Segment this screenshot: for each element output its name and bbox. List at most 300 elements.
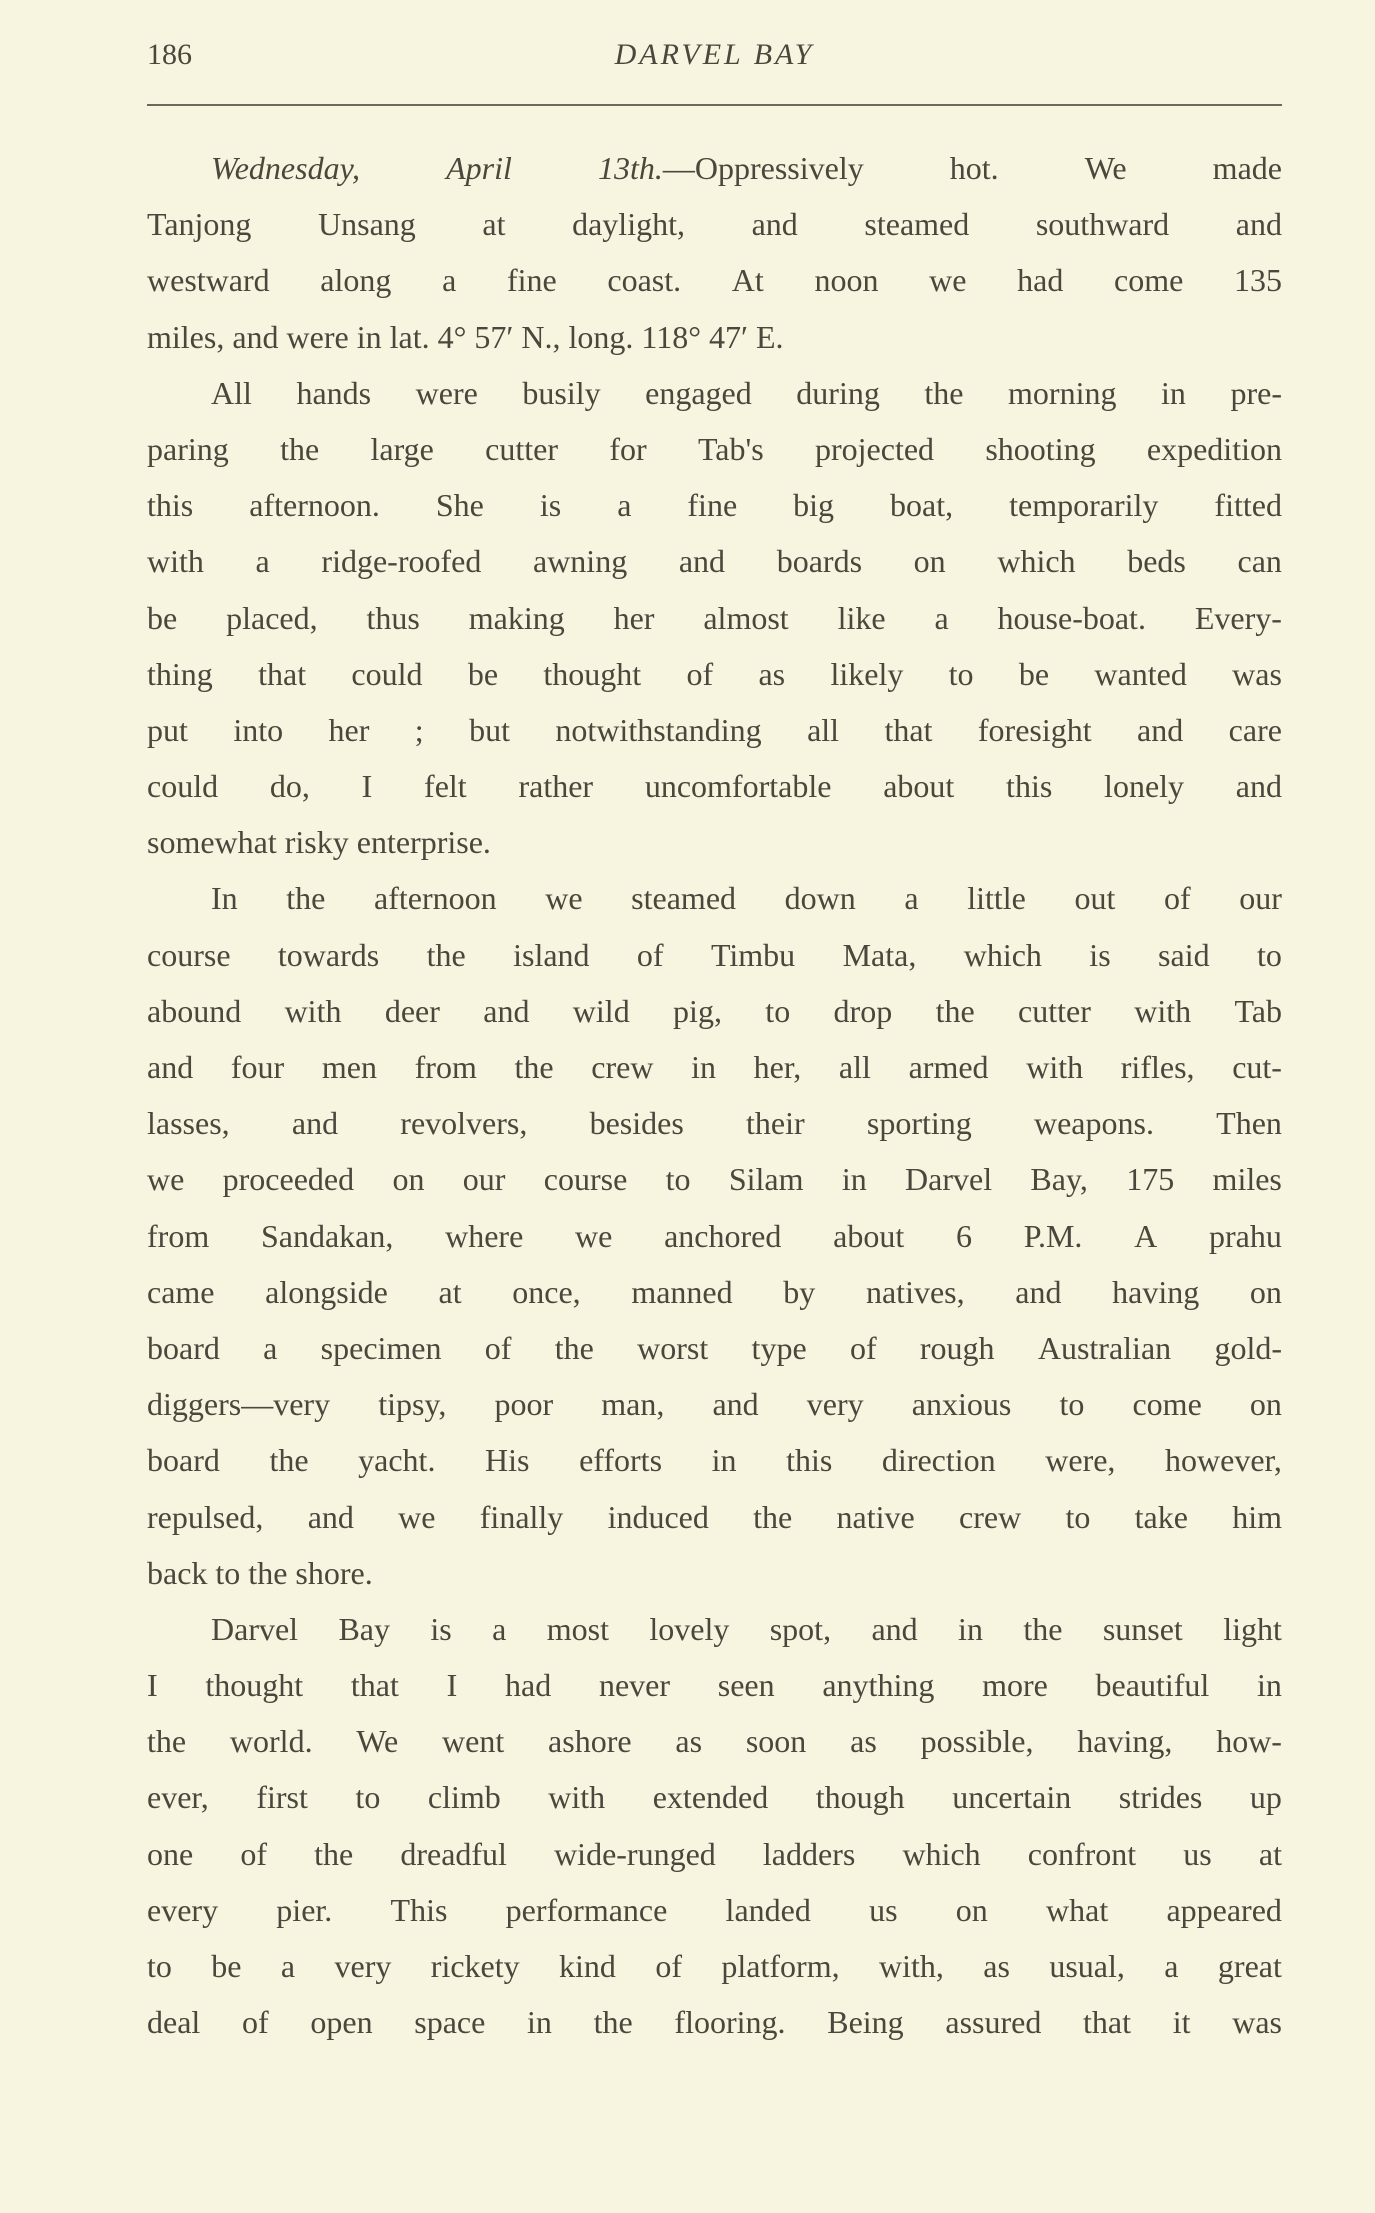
word: come (1132, 1386, 1202, 1423)
word: worst (637, 1329, 709, 1366)
word: cutter (485, 430, 558, 467)
word: and (483, 992, 530, 1029)
word: board (147, 1329, 220, 1366)
word: in (691, 1049, 716, 1085)
word: world. (229, 1723, 313, 1760)
word: southward (1035, 206, 1170, 243)
text-line (147, 146, 1282, 202)
word: P.M. (1023, 1217, 1083, 1254)
word: usual, (1049, 1948, 1125, 1984)
word: drop (833, 992, 893, 1029)
word: 13th.—Oppressively (597, 150, 864, 186)
word: this (147, 487, 194, 524)
word: put (147, 711, 188, 748)
word: for (609, 430, 647, 467)
word: to (765, 992, 791, 1029)
text-line (147, 2000, 1282, 2056)
word: performance (505, 1891, 668, 1928)
word: soon (745, 1723, 807, 1760)
word: and (1235, 206, 1282, 243)
word: can (1237, 543, 1282, 580)
word: though (815, 1779, 905, 1816)
word: Darvel (905, 1161, 993, 1198)
word: great (1217, 1948, 1282, 1984)
word: of (636, 936, 664, 973)
word: At (731, 262, 764, 299)
word: rickety (430, 1948, 520, 1984)
word: care (1228, 711, 1282, 748)
text-line (147, 596, 1282, 652)
word: morning (1008, 374, 1117, 411)
word: of (686, 655, 714, 692)
word: never (598, 1667, 671, 1704)
word: the (426, 936, 466, 973)
page-body (147, 146, 1282, 2056)
text-line (147, 371, 1282, 427)
word: Timbu (710, 936, 796, 973)
word: of (655, 1948, 682, 1984)
word: climb (427, 1779, 501, 1816)
word: a (280, 1948, 296, 1984)
word: and (871, 1610, 918, 1647)
word: afternoon. (249, 487, 380, 524)
text-line (147, 1888, 1282, 1944)
word: at (482, 206, 506, 243)
word: spot, (769, 1610, 832, 1647)
word: of (849, 1329, 877, 1366)
word: Tab's (697, 430, 764, 467)
word: do, (269, 768, 310, 805)
word: at (1258, 1835, 1282, 1872)
word: ridge-roofed (321, 543, 482, 580)
word: shooting (985, 430, 1096, 467)
word: expedition (1146, 430, 1282, 467)
word: the (147, 1723, 187, 1760)
word: abound (147, 992, 242, 1029)
word: man, (601, 1386, 665, 1423)
word: how- (1216, 1723, 1282, 1760)
word: I (147, 1667, 158, 1704)
word: hands (296, 374, 372, 411)
word: wide-runged (554, 1835, 716, 1872)
text-line (147, 1214, 1282, 1270)
word: direction (881, 1442, 996, 1479)
word: rough (919, 1329, 995, 1366)
text-line (147, 1663, 1282, 1719)
word: lonely (1104, 768, 1185, 805)
word: the (935, 992, 975, 1029)
word: and (751, 206, 798, 243)
word: placed, (226, 599, 318, 636)
text-line (147, 1270, 1282, 1326)
word: specimen (320, 1329, 442, 1366)
word: seen (717, 1667, 775, 1704)
word: long. (568, 318, 642, 355)
word: boards (776, 543, 863, 580)
word: all (838, 1049, 871, 1085)
text-line (147, 989, 1282, 1045)
word: take (1134, 1498, 1188, 1535)
word: crew (591, 1049, 654, 1085)
text-line (147, 1775, 1282, 1831)
word: had (1017, 262, 1064, 299)
word: poor (494, 1386, 554, 1423)
word: and (307, 1498, 354, 1535)
word: awning (532, 543, 628, 580)
word: to (1059, 1386, 1085, 1423)
word: coast. (607, 262, 682, 299)
word: every (147, 1891, 219, 1928)
word: westward (147, 262, 270, 299)
word: in (1161, 374, 1186, 411)
word: be (211, 1948, 242, 1984)
word: with (147, 543, 204, 580)
word: manned (631, 1273, 733, 1310)
word: large (370, 430, 434, 467)
word: thought (205, 1667, 304, 1704)
word: little (967, 880, 1026, 917)
word: 118° (641, 318, 709, 355)
word: about (883, 768, 955, 805)
word: and (678, 543, 726, 580)
word: sunset (1102, 1610, 1183, 1647)
word: as (675, 1723, 703, 1760)
word: us (869, 1891, 898, 1928)
word: the (753, 1498, 793, 1535)
word: strides (1118, 1779, 1203, 1816)
word: first (256, 1779, 308, 1816)
word: was (1232, 655, 1282, 692)
word: In (211, 880, 238, 917)
text-line (147, 427, 1282, 483)
word: beds (1127, 543, 1186, 580)
word: and (712, 1386, 759, 1423)
word: Wednesday, (211, 150, 361, 186)
word: the (924, 374, 964, 411)
page-number: 186 (147, 38, 192, 71)
word: risky (284, 824, 357, 861)
word: 4° (437, 318, 475, 355)
word: that (884, 711, 933, 748)
word: it (1172, 2004, 1191, 2041)
word: of (484, 1329, 512, 1366)
word: said (1158, 936, 1210, 973)
text-line (147, 1438, 1282, 1494)
word: on (913, 543, 946, 580)
text-line (147, 1944, 1282, 2000)
word: in (527, 2004, 552, 2041)
word: beautiful (1095, 1667, 1210, 1704)
word: ever, (147, 1779, 209, 1816)
word: kind (559, 1948, 616, 1984)
word: efforts (579, 1442, 663, 1479)
word: 57′ (474, 318, 522, 355)
word: dreadful (400, 1835, 507, 1872)
word: 175 (1126, 1161, 1175, 1198)
word: by (783, 1273, 816, 1310)
word: this (786, 1442, 833, 1479)
word: course (543, 1161, 628, 1198)
running-title: DARVEL BAY (614, 38, 815, 71)
word: She (435, 487, 484, 524)
word: This (390, 1891, 448, 1928)
text-line (147, 483, 1282, 539)
word: weapons. (1033, 1105, 1154, 1142)
word: Tanjong (147, 206, 252, 243)
word: pig, (673, 992, 722, 1029)
word: noon (814, 262, 879, 299)
word: thus (366, 599, 420, 636)
word: more (982, 1667, 1048, 1704)
word: the (269, 1442, 309, 1479)
word: foresight (977, 711, 1092, 748)
word: that (350, 1667, 399, 1704)
word: the (514, 1049, 554, 1085)
word: with (1134, 992, 1192, 1029)
word: the (280, 430, 320, 467)
word: her, (753, 1049, 802, 1085)
text-line (147, 1382, 1282, 1438)
word: a (492, 1610, 507, 1647)
word: in (356, 318, 390, 355)
text-line (147, 1607, 1282, 1663)
word: the (1023, 1610, 1063, 1647)
word: gold- (1214, 1329, 1282, 1366)
word: had (505, 1667, 552, 1704)
text-line (147, 202, 1282, 258)
word: is (1089, 936, 1111, 973)
word: of (240, 1835, 267, 1872)
word: thing (147, 655, 213, 692)
word: on (392, 1161, 425, 1198)
word: revolvers, (400, 1105, 528, 1142)
word: wanted (1094, 655, 1187, 692)
word: hot. (949, 150, 999, 186)
word: along (320, 262, 392, 299)
word: to (355, 1779, 381, 1816)
word: could (147, 768, 219, 805)
word: cut- (1232, 1049, 1282, 1085)
word: out (1074, 880, 1116, 917)
word: anxious (911, 1386, 1012, 1423)
word: miles (1212, 1161, 1282, 1198)
word: most (546, 1610, 609, 1647)
word: very (806, 1386, 864, 1423)
word: on (955, 1891, 988, 1928)
word: to (215, 1554, 249, 1591)
word: daylight, (572, 206, 685, 243)
word: we (575, 1217, 613, 1254)
text-line (147, 539, 1282, 595)
word: is (539, 487, 562, 524)
text-line (147, 1101, 1282, 1157)
word: our (1239, 880, 1282, 917)
word: about (833, 1217, 905, 1254)
word: pier. (276, 1891, 333, 1928)
word: Tab (1234, 992, 1282, 1029)
word: to (1256, 936, 1282, 973)
word: Being (827, 2004, 904, 2041)
word: busily (522, 374, 601, 411)
word: yacht. (358, 1442, 436, 1479)
word: and (147, 1049, 194, 1085)
word: enterprise. (356, 824, 491, 861)
word: went (442, 1723, 505, 1760)
word: four (230, 1049, 285, 1085)
text-line (147, 1719, 1282, 1775)
word: as (758, 655, 786, 692)
word: lasses, (147, 1105, 230, 1142)
word: A (1134, 1217, 1158, 1254)
header-rule (147, 104, 1282, 106)
word: wild (572, 992, 630, 1029)
word: be (467, 655, 499, 692)
word: with, (878, 1948, 944, 1984)
word: the (593, 2004, 633, 2041)
word: her (328, 711, 370, 748)
text-line (147, 764, 1282, 820)
word: Unsang (318, 206, 416, 243)
word: to (665, 1161, 691, 1198)
word: having, (1077, 1723, 1173, 1760)
word: cutter (1018, 992, 1091, 1029)
word: almost (703, 599, 789, 636)
text-line (147, 820, 1282, 876)
word: ladders (762, 1835, 856, 1872)
word: be (147, 599, 178, 636)
text-line (147, 876, 1282, 932)
word: felt (424, 768, 467, 805)
word: a (255, 543, 270, 580)
word: steamed (631, 880, 737, 917)
word: the (248, 1554, 296, 1591)
word: come (1113, 262, 1184, 299)
word: in (958, 1610, 983, 1647)
word: extended (652, 1779, 769, 1816)
word: projected (814, 430, 935, 467)
word: at (438, 1273, 462, 1310)
word: which (963, 936, 1042, 973)
word: one (147, 1835, 194, 1872)
word: shore. (295, 1554, 373, 1591)
word: I (446, 1667, 458, 1704)
word: anchored (664, 1217, 782, 1254)
word: as (983, 1948, 1010, 1984)
word: engaged (645, 374, 752, 411)
word: back (147, 1554, 216, 1591)
word: island (513, 936, 590, 973)
text-line (147, 315, 1282, 371)
word: and (1015, 1273, 1062, 1310)
word: type (751, 1329, 807, 1366)
word: board (147, 1442, 220, 1479)
word: that (258, 655, 307, 692)
word: proceeded (222, 1161, 355, 1198)
word: sporting (866, 1105, 972, 1142)
word: her (613, 599, 655, 636)
word: We (1084, 150, 1127, 186)
word: Bay (338, 1610, 390, 1647)
word: making (468, 599, 565, 636)
word: with (548, 1779, 606, 1816)
word: in (711, 1442, 737, 1479)
word: Every- (1194, 599, 1282, 636)
word: big (793, 487, 835, 524)
word: lat. (389, 318, 438, 355)
word: confront (1027, 1835, 1137, 1872)
word: likely (830, 655, 904, 692)
word: temporarily (1009, 487, 1159, 524)
word: paring (147, 430, 229, 467)
word: like (837, 599, 886, 636)
word: uncertain (952, 1779, 1072, 1816)
word: a (904, 880, 919, 917)
word: induced (607, 1498, 709, 1535)
word: a (934, 599, 949, 636)
word: diggers—very (147, 1386, 331, 1423)
word: Bay, (1030, 1161, 1088, 1198)
word: thought (543, 655, 642, 692)
word: His (485, 1442, 530, 1479)
word: We (356, 1723, 399, 1760)
word: our (462, 1161, 506, 1198)
word: I (361, 768, 373, 805)
word: of (242, 2004, 269, 2041)
word: to (147, 1948, 172, 1984)
word: to (948, 655, 974, 692)
word: of (1164, 880, 1191, 917)
word: light (1223, 1610, 1282, 1647)
word: to (1065, 1498, 1091, 1535)
word: open (310, 2004, 373, 2041)
word: ashore (548, 1723, 632, 1760)
word: we (147, 1161, 185, 1198)
text-line (147, 933, 1282, 989)
word: lovely (649, 1610, 730, 1647)
word: were (415, 374, 478, 411)
text-line (147, 1045, 1282, 1101)
word: flooring. (674, 2004, 786, 2041)
word: possible, (920, 1723, 1034, 1760)
word: all (807, 711, 840, 748)
word: up (1249, 1779, 1282, 1816)
word: a (442, 262, 457, 299)
word: 135 (1233, 262, 1282, 299)
word: alongside (265, 1273, 388, 1310)
word: down (784, 880, 856, 917)
word: uncomfortable (644, 768, 832, 805)
text-line (147, 652, 1282, 708)
word: 47′ (708, 318, 756, 355)
word: once, (512, 1273, 581, 1310)
word: which (902, 1835, 981, 1872)
word: space (414, 2004, 486, 2041)
word: ; (414, 711, 424, 748)
word: course (147, 936, 231, 973)
word: a (617, 487, 632, 524)
word: rifles, (1120, 1049, 1195, 1085)
word: platform, (721, 1948, 840, 1984)
word: deer (384, 992, 440, 1029)
word: was (1232, 2004, 1282, 2041)
word: steamed (864, 206, 970, 243)
word: the (554, 1329, 594, 1366)
word: Silam (728, 1161, 804, 1198)
word: fine (687, 487, 738, 524)
word: All (211, 374, 252, 411)
word: Darvel (211, 1610, 299, 1647)
word: rather (518, 768, 594, 805)
